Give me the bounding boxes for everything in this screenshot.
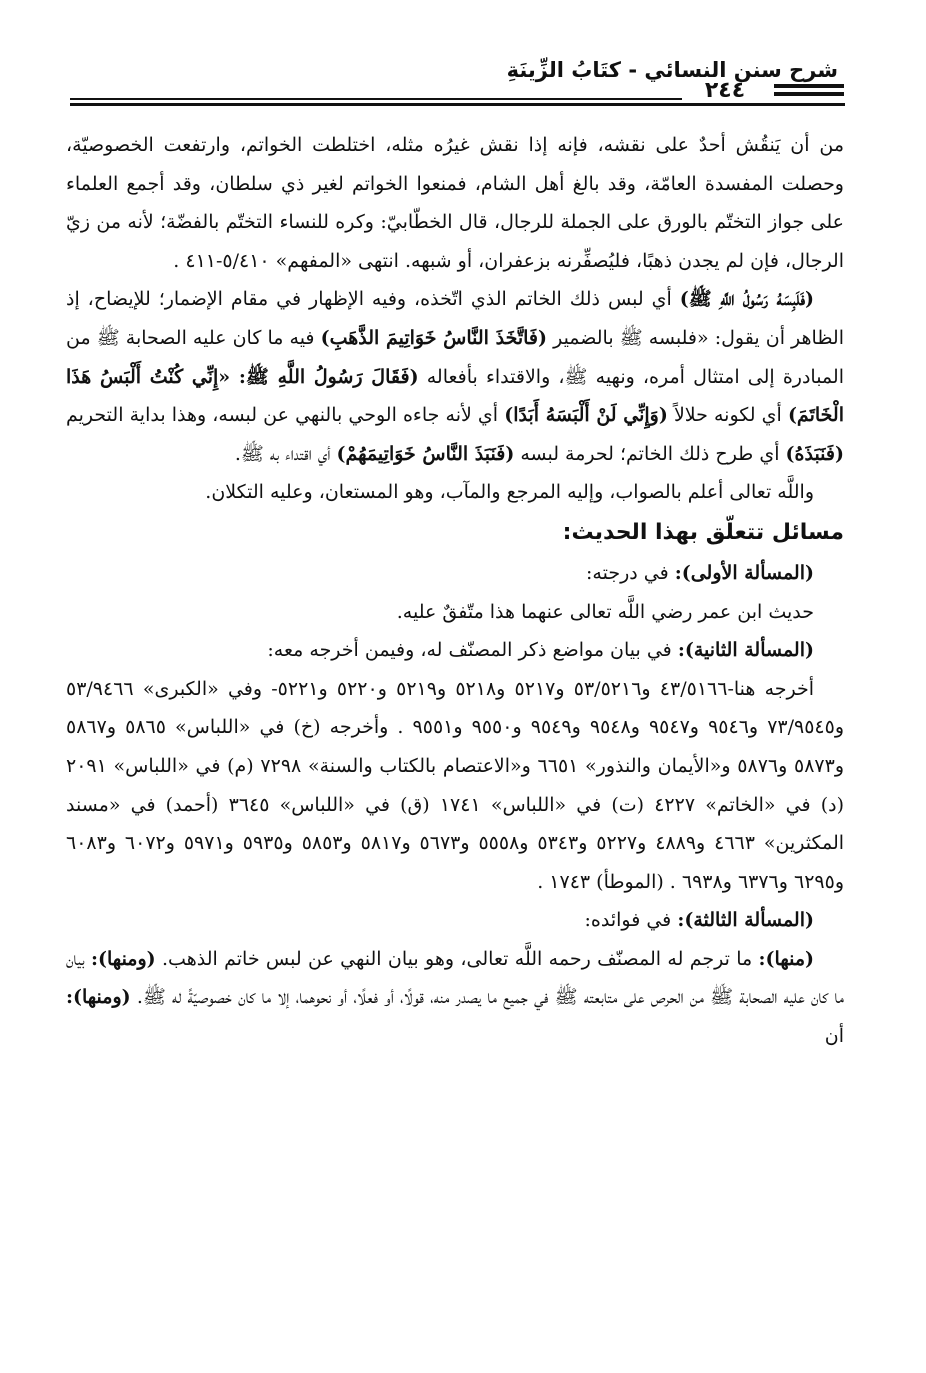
- commentary-text: أي لأنه جاءه الوحي بالنهي عن لبسه، وهذا بداية التحريم: [66, 404, 505, 427]
- issue-two-heading: [66, 631, 844, 670]
- commentary-text: أي اقتداء به ﷺ.: [234, 442, 337, 465]
- benefit-label: (ومنها):: [91, 947, 156, 970]
- issue-one-body: حديث ابن عمر رضي اللَّه تعالى عنهما هذا متّفقٌ عليه.: [396, 600, 814, 623]
- paragraph-hadith-explanation: [66, 280, 844, 473]
- issue-one-heading: [66, 554, 844, 593]
- issue-title: في بيان مواضع ذكر المصنّف له، وفيمن أخرجه معه:: [267, 639, 678, 662]
- benefit-label: (ومنها):: [66, 986, 131, 1009]
- issue-label: (المسألة الثالثة):: [677, 909, 814, 932]
- benefit-label: (منها):: [758, 947, 814, 970]
- hadith-quote: (وَإِنِّي لَنْ أَلْبَسَهُ أَبَدًا): [504, 404, 668, 427]
- paragraph-commentary-continuation: من أن يَنقُش أحدٌ على نقشه، فإنه إذا نقش غيرُه مثله، اختلطت الخواتم، وارتفعت الخصوصيّة، وحصلت المفسدة العامّة، وقد بالغ أهل الشام، فمنعوا الخواتم لغير ذي سلطان، وقد أجمع العلماء على جواز التختّم بالورق على الجملة للرجال، قال الخطّابيّ: وكره للنساء التختّم بالفضّة؛ لأنه من زيّ الرجال، فإن لم يجدن ذهبًا، فليُصفِّرنه بزعفران، أو شبهه. انتهى «المفهم» ٥/٤١٠-٤١١ .: [66, 134, 845, 272]
- paragraph-closing-formula: واللَّه تعالى أعلم بالصواب، وإليه المرجع والمآب، وهو المستعان، وعليه التكلان.: [205, 481, 814, 504]
- commentary-text: أي طرح ذلك الخاتم؛ لحرمة لبسه: [514, 442, 786, 465]
- benefit-text: أن: [824, 1025, 844, 1048]
- issue-title: في درجته:: [586, 561, 675, 584]
- hadith-quote: (فَاتَّخَذَ النَّاسُ خَوَاتِيمَ الذَّهَبِ): [320, 326, 547, 349]
- header-rule-ornament-bottom: [774, 92, 844, 96]
- issue-three-heading: [66, 901, 844, 940]
- commentary-text: فيه ما كان عليه الصحابة ﷺ من المبادرة إلى امتثال أمره، ونهيه ﷺ، والاقتداء بأفعاله: [66, 326, 844, 388]
- issue-label: (المسألة الثانية):: [677, 639, 814, 662]
- page-body: [66, 126, 844, 1056]
- issue-title: في فوائده:: [584, 909, 678, 932]
- header-rule-ornament-top: [774, 84, 844, 88]
- issue-label: (المسألة الأولى):: [674, 561, 814, 584]
- section-heading: مسائل تتعلّق بهذا الحديث:: [562, 519, 844, 545]
- benefit-text: ما ترجم له المصنّف رحمه اللَّه تعالى، وهو بيان النهي عن لبس خاتم الذهب.: [155, 947, 759, 970]
- benefits-paragraph: [66, 940, 844, 1056]
- commentary-text: أي لكونه حلالاً: [667, 404, 788, 427]
- issue-two-body: أخرجه هنا-٤٣/٥١٦٦ و٥٣/٥٢١٦ و٥٢١٧ و٥٢١٨ و٥٢١٩ و٥٢٢٠ و٥٢٢١- وفي «الكبرى» ٥٣/٩٤٦٦ و٧٣/٩٥٤٥ و٩٥٤٦ و٩٥٤٧ و٩٥٤٨ و٩٥٤٩ و٩٥٥٠ و٩٥٥١ . وأخرجه (خ) في «اللباس» ٥٨٦٥ و٥٨٦٧ و٥٨٧٣ و٥٨٧٦ و«الأيمان والنذور» ٦٦٥١ و«الاعتصام بالكتاب والسنة» ٧٢٩٨ (م) في «اللباس» ٢٠٩١ (د) في «الخاتم» ٤٢٢٧ (ت) في «اللباس» ١٧٤١ (ق) في «اللباس» ٣٦٤٥ (أحمد) في «مسند المكثرين» ٤٦٦٣ و٤٨٨٩ و٥٢٢٧ و٥٣٤٣ و٥٥٥٨ و٥٦٧٣ و٥٨١٧ و٥٨٥٣ و٥٩٣٥ و٥٩٧١ و٦٠٧٢ و٦٠٨٣ و٦٢٩٥ و٦٣٧٦ و٦٩٣٨ . (الموطأ) ١٧٤٣ .: [66, 677, 845, 893]
- hadith-quote: (فَنَبَذَهُ): [785, 442, 844, 465]
- page-number: ٢٤٤: [704, 78, 746, 103]
- header-rule: [70, 103, 845, 106]
- commentary-text: أي لبس ذلك الخاتم الذي اتّخذه، وفيه الإظهار في مقام الإضمار؛ للإيضاح، إذ الظاهر أن يقول: «فلبسه ﷺ بالضمير: [66, 288, 845, 349]
- hadith-quote: (فَقَالَ رَسُولُ اللَّهِ ﷺ: «إِنِّي كُنْتُ أَلْبَسُ هَذَا الْخَاتَمَ): [66, 365, 844, 427]
- benefit-text: بيان ما كان عليه الصحابة ﷺ من الحرص على متابعته ﷺ في جميع ما يصدر منه، قولًا، أو فعلًا، أو نحوهما، إلا ما كان خصوصيّةً له ﷺ.: [66, 947, 844, 1009]
- running-title: شرح سنن النسائي - كتَابُ الزِّينَةِ: [506, 58, 838, 82]
- hadith-quote: (فَلَبِسَهُ رَسُولُ اللَّهِ ﷺ): [679, 288, 815, 311]
- header-rule-thin: [70, 98, 682, 100]
- hadith-quote: (فَنَبَذَ النَّاسُ خَوَاتِيمَهُمْ): [336, 442, 515, 465]
